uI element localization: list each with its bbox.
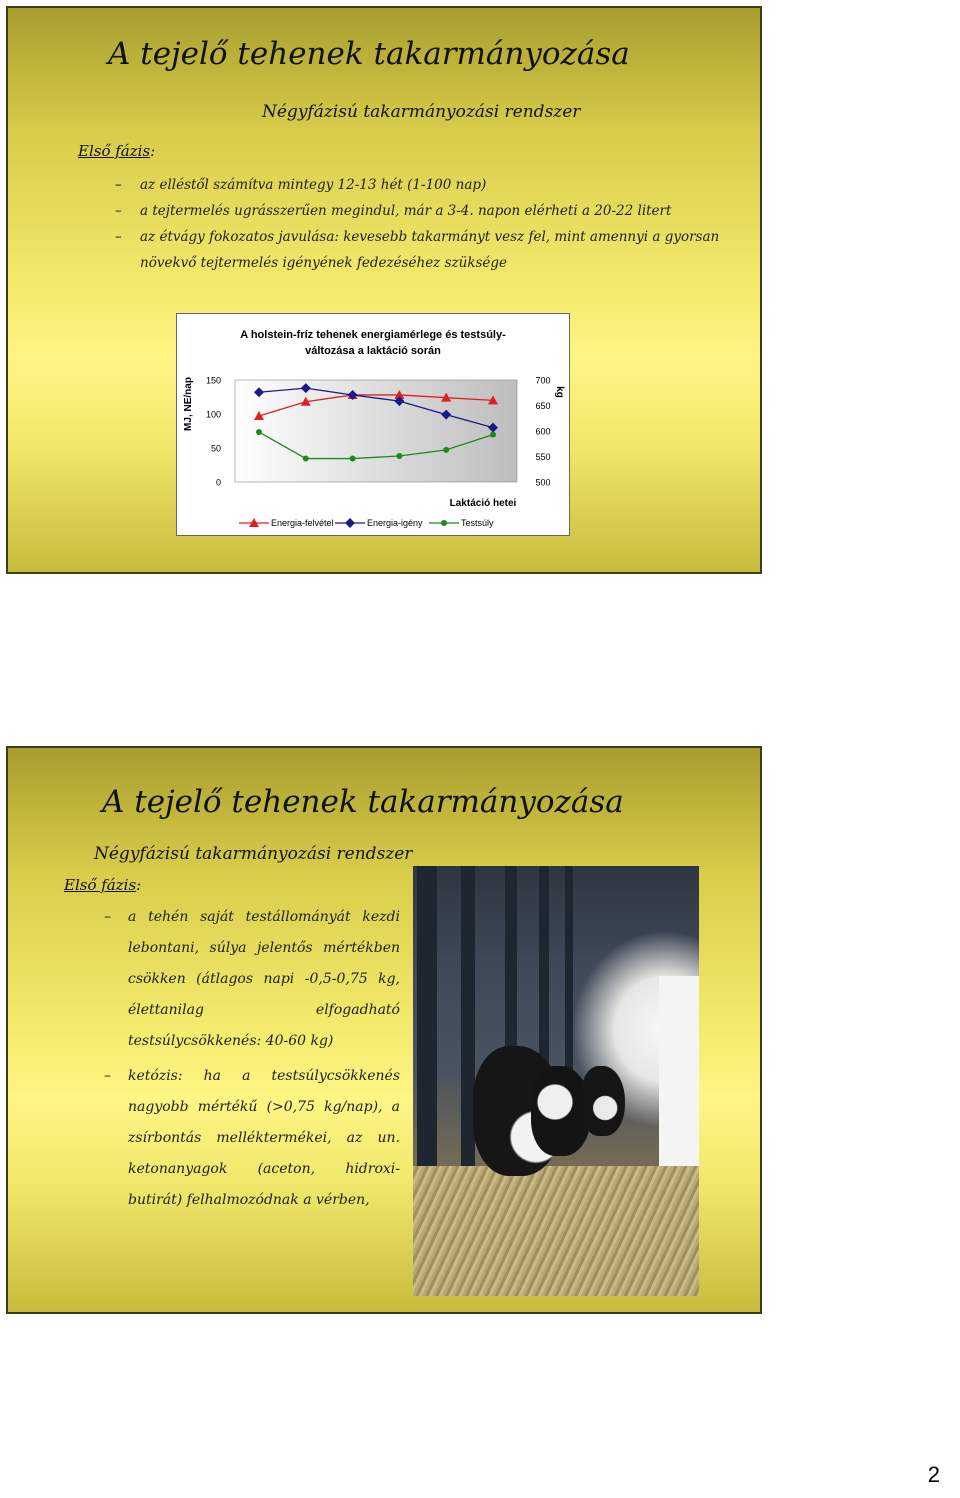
- bullet-text: az elléstől számítva mintegy 12-13 hét (1-100 nap): [140, 177, 487, 193]
- slide-2: [6, 746, 762, 1314]
- dash-icon: –: [115, 203, 122, 219]
- slide-1-subtitle: Négyfázisú takarmányozási rendszer: [262, 102, 581, 122]
- slide-1-bullet-list: [115, 172, 730, 276]
- legend-marker-energia-ig-ny: [345, 518, 355, 528]
- bullet-item: [104, 902, 400, 1057]
- phase-label-text: Első fázis: [64, 876, 137, 894]
- dash-icon: –: [104, 1068, 111, 1084]
- bullet-item: [115, 198, 730, 224]
- left-tick-label: 100: [205, 409, 221, 420]
- slide-2-title: A tejelő tehenek takarmányozása: [102, 784, 624, 820]
- legend-label-tests-ly: Testsúly: [461, 518, 494, 528]
- energy-balance-chart: [176, 313, 570, 536]
- slide-2-subtitle: Négyfázisú takarmányozási rendszer: [94, 844, 413, 864]
- left-tick-label: 150: [205, 375, 221, 386]
- dash-icon: –: [115, 229, 122, 245]
- chart-x-label: Laktáció hetei: [449, 498, 517, 509]
- slide-1: [6, 6, 762, 574]
- data-point-tests-ly: [303, 456, 309, 462]
- left-tick-label: 50: [210, 443, 221, 454]
- phase-colon: :: [150, 142, 156, 160]
- chart-y-label-left: MJ, NE/nap: [183, 377, 194, 431]
- right-tick-label: 500: [535, 477, 551, 488]
- dash-icon: –: [115, 177, 122, 193]
- legend-label-energia-ig-ny: Energia-igény: [367, 518, 423, 528]
- legend-marker-tests-ly: [441, 520, 447, 526]
- bullet-text: ketózis: ha a testsúlycsökkenés nagyobb mértékű (>0,75 kg/nap), a zsírbontás melléktermékei, az un. ketonanyagok (aceton, hidroxi-butirát) felhalmozódnak a vérben,: [128, 1068, 400, 1208]
- slide-2-bullet-list: [104, 902, 400, 1216]
- bullet-item: [104, 1061, 400, 1216]
- slide-1-title: A tejelő tehenek takarmányozása: [108, 36, 630, 72]
- data-point-tests-ly: [256, 429, 262, 435]
- data-point-tests-ly: [490, 432, 496, 438]
- right-tick-label: 650: [535, 401, 551, 411]
- chart-y-label-right: kg: [554, 386, 565, 398]
- dash-icon: –: [104, 909, 111, 925]
- slide-2-phase-label: [64, 876, 141, 894]
- stall-post: [461, 866, 475, 1196]
- bullet-text: az étvágy fokozatos javulása: kevesebb takarmányt vesz fel, mint amennyi a gyorsan növekvő tejtermelés igényének fedezéséhez szüksége: [140, 229, 720, 271]
- bullet-item: [115, 224, 730, 276]
- right-tick-label: 700: [535, 375, 551, 386]
- right-tick-label: 550: [535, 452, 551, 462]
- straw-floor: [413, 1166, 699, 1296]
- phase-colon: :: [136, 876, 142, 894]
- bullet-item: [115, 172, 730, 198]
- chart-svg: [177, 314, 569, 535]
- data-point-tests-ly: [443, 447, 449, 453]
- left-tick-label: 0: [215, 477, 221, 488]
- bullet-text: a tehén saját testállományát kezdi lebontani, súlya jelentős mértékben csökken (átlagos napi -0,5-0,75 kg, élettanilag elfogadható testsúlycsökkenés: 40-60 kg): [128, 909, 400, 1049]
- chart-title-line-1: A holstein-fríz tehenek energiamérlege és testsúly-: [240, 329, 506, 341]
- phase-label-text: Első fázis: [78, 142, 151, 160]
- legend-label-energia-felv-tel: Energia-felvétel: [271, 518, 334, 528]
- page-number: 2: [927, 1462, 940, 1487]
- chart-title-line-2: változása a laktáció során: [305, 345, 441, 357]
- cow-head: [581, 1066, 625, 1136]
- data-point-tests-ly: [350, 456, 356, 462]
- slide-1-phase-label: [78, 142, 155, 160]
- cows-feeding-photo: [413, 866, 699, 1296]
- right-tick-label: 600: [535, 426, 551, 437]
- data-point-tests-ly: [396, 453, 402, 459]
- bullet-text: a tejtermelés ugrásszerűen megindul, már a 3-4. napon elérheti a 20-22 litert: [140, 203, 672, 219]
